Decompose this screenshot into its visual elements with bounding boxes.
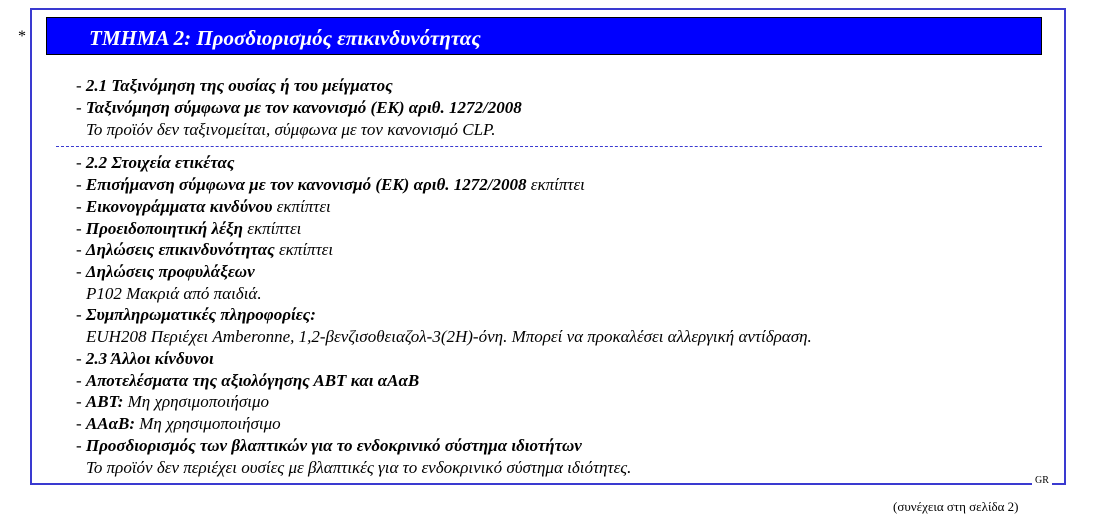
line-endocrine-statement: Το προϊόν δεν περιέχει ουσίες με βλαπτικές για το ενδοκρινικό σύστημα ιδιότητες. xyxy=(86,458,632,477)
page-continuation-note: (συνέχεια στη σελίδα 2) xyxy=(893,499,1019,514)
language-tag: GR xyxy=(1032,475,1052,487)
line-vpvb: - ΑΑαΒ: Μη χρησιμοποιήσιμο xyxy=(76,414,281,433)
line-pictograms: - Εικονογράμματα κινδύνου εκπίπτει xyxy=(76,197,331,216)
line-pbt: - ΑΒΤ: Μη χρησιμοποιήσιμο xyxy=(76,392,270,411)
line-p102: P102 Μακριά από παιδιά. xyxy=(86,284,262,303)
line-signal-word: - Προειδοποιητική λέξη εκπίπτει xyxy=(76,219,302,238)
line-hazard-statements: - Δηλώσεις επικινδυνότητας εκπίπτει xyxy=(76,240,334,259)
dashed-divider xyxy=(56,146,1042,147)
revision-asterisk: * xyxy=(18,28,26,45)
line-precautionary-statements: - Δηλώσεις προφυλάξεων xyxy=(76,262,255,281)
line-pbt-vpvb-results: - Αποτελέσματα της αξιολόγησης ΑΒΤ και αΑαΒ xyxy=(76,371,420,390)
section-title: ΤΜΗΜΑ 2: Προσδιορισμός επικινδυνότητας xyxy=(89,26,481,50)
line-other-hazards: - 2.3 Άλλοι κίνδυνοι xyxy=(76,349,214,368)
line-supplementary-info: - Συμπληρωματικές πληροφορίες: xyxy=(76,305,316,324)
line-classification-regulation: - Ταξινόμηση σύμφωνα με τον κανονισμό (ΕΚ) αριθ. 1272/2008 xyxy=(76,98,522,117)
line-labelling-regulation: - Επισήμανση σύμφωνα με τον κανονισμό (ΕΚ) αριθ. 1272/2008 εκπίπτει xyxy=(76,175,585,194)
section-header xyxy=(46,17,1042,55)
line-classification-heading: - 2.1 Ταξινόμηση της ουσίας ή του μείγματος xyxy=(76,76,393,95)
line-clp-statement: Το προϊόν δεν ταξινομείται, σύμφωνα με τον κανονισμό CLP. xyxy=(86,120,496,139)
line-endocrine-heading: - Προσδιορισμός των βλαπτικών για το ενδοκρινικό σύστημα ιδιοτήτων xyxy=(76,436,582,455)
line-label-elements: - 2.2 Στοιχεία ετικέτας xyxy=(76,153,235,172)
line-euh208: EUH208 Περιέχει Amberonne, 1,2-βενζισοθειαζολ-3(2H)-όνη. Μπορεί να προκαλέσει αλλεργική αντίδραση. xyxy=(86,327,812,346)
